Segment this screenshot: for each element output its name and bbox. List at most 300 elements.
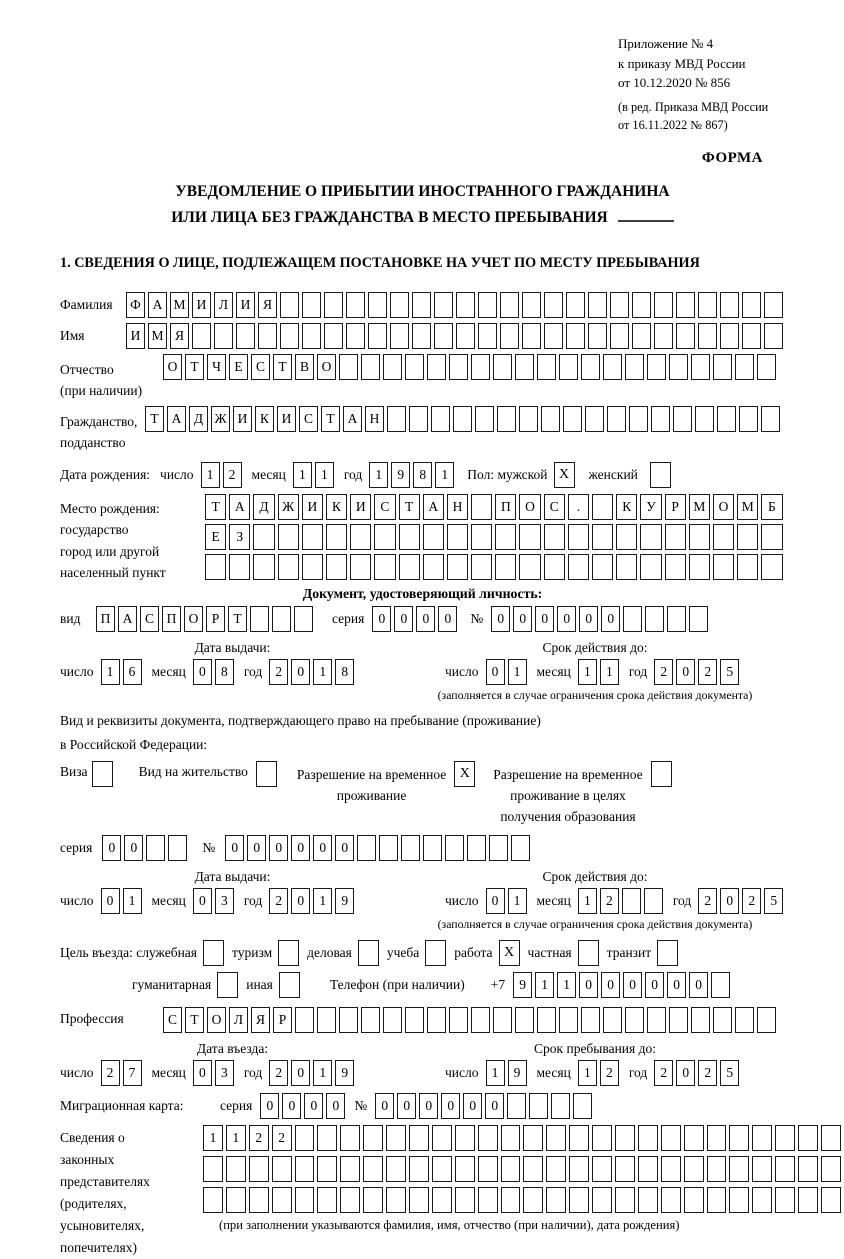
char-cell[interactable] (471, 554, 492, 580)
char-cell[interactable] (544, 554, 565, 580)
char-cell[interactable] (363, 1125, 383, 1151)
char-cell[interactable] (665, 524, 686, 550)
char-cell[interactable] (585, 406, 604, 432)
char-cell[interactable] (236, 323, 255, 349)
purpose-other-checkbox[interactable] (279, 972, 300, 998)
char-cell[interactable] (761, 524, 782, 550)
char-cell[interactable]: 8 (413, 462, 432, 488)
char-cell[interactable]: 2 (654, 659, 673, 685)
char-cell[interactable] (523, 1156, 543, 1182)
char-cell[interactable] (214, 323, 233, 349)
char-cell[interactable]: Т (399, 494, 420, 520)
char-cell[interactable] (729, 1125, 749, 1151)
char-cell[interactable]: 1 (557, 972, 576, 998)
char-cell[interactable] (501, 1187, 521, 1213)
char-cell[interactable]: 0 (291, 1060, 310, 1086)
char-cell[interactable] (735, 354, 754, 380)
char-cell[interactable] (409, 1187, 429, 1213)
char-cell[interactable]: 0 (667, 972, 686, 998)
char-cell[interactable]: 1 (101, 659, 120, 685)
char-cell[interactable] (339, 354, 358, 380)
char-cell[interactable]: В (295, 354, 314, 380)
char-cell[interactable] (707, 1187, 727, 1213)
char-cell[interactable] (588, 323, 607, 349)
char-cell[interactable] (445, 835, 464, 861)
char-cell[interactable]: С (544, 494, 565, 520)
char-cell[interactable] (737, 554, 758, 580)
char-cell[interactable] (493, 1007, 512, 1033)
char-cell[interactable] (684, 1156, 704, 1182)
char-cell[interactable] (453, 406, 472, 432)
char-cell[interactable]: 0 (326, 1093, 345, 1119)
char-cell[interactable]: 0 (247, 835, 266, 861)
char-cell[interactable]: 0 (535, 606, 554, 632)
char-cell[interactable] (495, 554, 516, 580)
char-cell[interactable] (467, 835, 486, 861)
char-cell[interactable]: И (192, 292, 211, 318)
char-cell[interactable]: 0 (416, 606, 435, 632)
char-cell[interactable] (669, 354, 688, 380)
char-cell[interactable] (278, 554, 299, 580)
char-cell[interactable] (455, 1187, 475, 1213)
char-cell[interactable]: 1 (315, 462, 334, 488)
char-cell[interactable]: Т (205, 494, 226, 520)
char-cell[interactable]: 2 (654, 1060, 673, 1086)
char-cell[interactable] (368, 323, 387, 349)
char-cell[interactable]: И (126, 323, 145, 349)
char-cell[interactable] (253, 524, 274, 550)
char-cell[interactable] (317, 1156, 337, 1182)
sex-male-checkbox[interactable]: X (554, 462, 575, 488)
char-cell[interactable]: 0 (676, 659, 695, 685)
char-cell[interactable] (757, 1007, 776, 1033)
char-cell[interactable]: Н (447, 494, 468, 520)
char-cell[interactable] (529, 1093, 548, 1119)
char-cell[interactable]: 1 (578, 659, 597, 685)
char-cell[interactable] (478, 323, 497, 349)
char-cell[interactable] (546, 1125, 566, 1151)
char-cell[interactable]: 0 (335, 835, 354, 861)
char-cell[interactable]: 0 (102, 835, 121, 861)
char-cell[interactable] (493, 354, 512, 380)
char-cell[interactable] (295, 1125, 315, 1151)
char-cell[interactable] (713, 554, 734, 580)
char-cell[interactable] (566, 292, 585, 318)
char-cell[interactable] (654, 323, 673, 349)
char-cell[interactable] (515, 354, 534, 380)
char-cell[interactable]: 2 (101, 1060, 120, 1086)
char-cell[interactable]: 0 (375, 1093, 394, 1119)
char-cell[interactable] (361, 354, 380, 380)
char-cell[interactable]: 0 (193, 888, 212, 914)
char-cell[interactable]: П (495, 494, 516, 520)
char-cell[interactable] (581, 1007, 600, 1033)
char-cell[interactable]: Д (253, 494, 274, 520)
char-cell[interactable] (295, 1156, 315, 1182)
char-cell[interactable]: 0 (485, 1093, 504, 1119)
char-cell[interactable] (541, 406, 560, 432)
char-cell[interactable]: М (689, 494, 710, 520)
char-cell[interactable] (302, 524, 323, 550)
char-cell[interactable] (278, 524, 299, 550)
char-cell[interactable] (717, 406, 736, 432)
char-cell[interactable]: М (148, 323, 167, 349)
char-cell[interactable]: 3 (215, 888, 234, 914)
char-cell[interactable]: 0 (269, 835, 288, 861)
char-cell[interactable]: 6 (123, 659, 142, 685)
char-cell[interactable]: 9 (508, 1060, 527, 1086)
char-cell[interactable]: М (170, 292, 189, 318)
char-cell[interactable] (761, 554, 782, 580)
char-cell[interactable] (412, 323, 431, 349)
visa-checkbox[interactable] (92, 761, 113, 787)
char-cell[interactable]: 0 (579, 606, 598, 632)
char-cell[interactable] (449, 1007, 468, 1033)
char-cell[interactable] (449, 354, 468, 380)
char-cell[interactable] (427, 1007, 446, 1033)
char-cell[interactable] (676, 292, 695, 318)
char-cell[interactable]: П (162, 606, 181, 632)
char-cell[interactable] (654, 292, 673, 318)
char-cell[interactable]: 0 (372, 606, 391, 632)
char-cell[interactable] (568, 524, 589, 550)
char-cell[interactable] (522, 323, 541, 349)
char-cell[interactable]: 1 (578, 1060, 597, 1086)
char-cell[interactable]: 5 (720, 1060, 739, 1086)
char-cell[interactable] (434, 292, 453, 318)
char-cell[interactable] (775, 1187, 795, 1213)
char-cell[interactable] (720, 292, 739, 318)
char-cell[interactable]: 2 (600, 1060, 619, 1086)
char-cell[interactable] (146, 835, 165, 861)
char-cell[interactable]: К (616, 494, 637, 520)
char-cell[interactable] (475, 406, 494, 432)
char-cell[interactable] (764, 323, 783, 349)
char-cell[interactable]: 3 (215, 1060, 234, 1086)
char-cell[interactable] (253, 554, 274, 580)
char-cell[interactable] (511, 835, 530, 861)
char-cell[interactable]: 0 (623, 972, 642, 998)
purpose-humanitarian-checkbox[interactable] (217, 972, 238, 998)
char-cell[interactable] (638, 1125, 658, 1151)
char-cell[interactable] (523, 1125, 543, 1151)
char-cell[interactable] (798, 1125, 818, 1151)
purpose-official-checkbox[interactable] (203, 940, 224, 966)
char-cell[interactable]: 2 (223, 462, 242, 488)
char-cell[interactable] (629, 406, 648, 432)
char-cell[interactable] (363, 1187, 383, 1213)
char-cell[interactable] (249, 1156, 269, 1182)
char-cell[interactable]: 2 (269, 1060, 288, 1086)
char-cell[interactable] (610, 323, 629, 349)
char-cell[interactable] (432, 1125, 452, 1151)
char-cell[interactable] (295, 1187, 315, 1213)
char-cell[interactable] (661, 1125, 681, 1151)
char-cell[interactable] (447, 524, 468, 550)
char-cell[interactable] (432, 1187, 452, 1213)
char-cell[interactable] (566, 323, 585, 349)
char-cell[interactable] (821, 1187, 841, 1213)
char-cell[interactable]: 1 (578, 888, 597, 914)
char-cell[interactable] (638, 1187, 658, 1213)
char-cell[interactable] (592, 1187, 612, 1213)
char-cell[interactable]: 0 (720, 888, 739, 914)
char-cell[interactable] (346, 292, 365, 318)
char-cell[interactable] (588, 292, 607, 318)
char-cell[interactable]: 1 (508, 888, 527, 914)
char-cell[interactable]: 1 (203, 1125, 223, 1151)
char-cell[interactable] (551, 1093, 570, 1119)
char-cell[interactable] (409, 1156, 429, 1182)
char-cell[interactable]: 0 (124, 835, 143, 861)
char-cell[interactable]: Л (229, 1007, 248, 1033)
char-cell[interactable]: И (233, 406, 252, 432)
char-cell[interactable] (752, 1125, 772, 1151)
char-cell[interactable] (302, 323, 321, 349)
char-cell[interactable] (431, 406, 450, 432)
char-cell[interactable] (698, 292, 717, 318)
temp-residence-education-checkbox[interactable] (651, 761, 672, 787)
char-cell[interactable] (205, 554, 226, 580)
char-cell[interactable] (622, 888, 641, 914)
char-cell[interactable]: О (163, 354, 182, 380)
char-cell[interactable] (471, 524, 492, 550)
char-cell[interactable] (665, 554, 686, 580)
char-cell[interactable]: 2 (698, 1060, 717, 1086)
char-cell[interactable] (691, 1007, 710, 1033)
char-cell[interactable]: 5 (764, 888, 783, 914)
char-cell[interactable]: 1 (369, 462, 388, 488)
char-cell[interactable] (720, 323, 739, 349)
char-cell[interactable]: С (140, 606, 159, 632)
char-cell[interactable] (569, 1156, 589, 1182)
char-cell[interactable] (640, 554, 661, 580)
char-cell[interactable] (507, 1093, 526, 1119)
char-cell[interactable]: 9 (513, 972, 532, 998)
char-cell[interactable] (280, 323, 299, 349)
char-cell[interactable]: А (229, 494, 250, 520)
char-cell[interactable]: А (423, 494, 444, 520)
char-cell[interactable]: 0 (676, 1060, 695, 1086)
char-cell[interactable] (729, 1187, 749, 1213)
char-cell[interactable]: 0 (513, 606, 532, 632)
char-cell[interactable] (647, 1007, 666, 1033)
char-cell[interactable] (713, 1007, 732, 1033)
char-cell[interactable]: 0 (579, 972, 598, 998)
char-cell[interactable]: 0 (397, 1093, 416, 1119)
char-cell[interactable]: И (236, 292, 255, 318)
char-cell[interactable] (673, 406, 692, 432)
char-cell[interactable]: Т (321, 406, 340, 432)
char-cell[interactable] (607, 406, 626, 432)
char-cell[interactable]: 1 (313, 1060, 332, 1086)
char-cell[interactable] (592, 1125, 612, 1151)
char-cell[interactable]: Т (185, 354, 204, 380)
char-cell[interactable]: 0 (557, 606, 576, 632)
char-cell[interactable] (250, 606, 269, 632)
char-cell[interactable] (302, 554, 323, 580)
char-cell[interactable] (386, 1187, 406, 1213)
char-cell[interactable] (423, 524, 444, 550)
char-cell[interactable] (698, 323, 717, 349)
char-cell[interactable]: 7 (123, 1060, 142, 1086)
char-cell[interactable]: Я (251, 1007, 270, 1033)
char-cell[interactable]: У (640, 494, 661, 520)
char-cell[interactable] (592, 494, 613, 520)
char-cell[interactable]: Р (206, 606, 225, 632)
char-cell[interactable] (798, 1187, 818, 1213)
char-cell[interactable] (423, 554, 444, 580)
char-cell[interactable] (427, 354, 446, 380)
char-cell[interactable] (546, 1156, 566, 1182)
char-cell[interactable] (713, 524, 734, 550)
char-cell[interactable] (616, 524, 637, 550)
char-cell[interactable]: 0 (313, 835, 332, 861)
char-cell[interactable] (386, 1156, 406, 1182)
char-cell[interactable] (168, 835, 187, 861)
char-cell[interactable]: Ж (211, 406, 230, 432)
purpose-business-checkbox[interactable] (358, 940, 379, 966)
char-cell[interactable]: 0 (193, 659, 212, 685)
char-cell[interactable] (735, 1007, 754, 1033)
char-cell[interactable]: Ж (278, 494, 299, 520)
char-cell[interactable] (669, 1007, 688, 1033)
char-cell[interactable] (603, 354, 622, 380)
temp-residence-checkbox[interactable]: X (454, 761, 475, 787)
char-cell[interactable] (401, 835, 420, 861)
char-cell[interactable]: 1 (201, 462, 220, 488)
char-cell[interactable]: 0 (689, 972, 708, 998)
char-cell[interactable]: Ф (126, 292, 145, 318)
char-cell[interactable] (471, 354, 490, 380)
char-cell[interactable] (544, 323, 563, 349)
char-cell[interactable]: 0 (225, 835, 244, 861)
char-cell[interactable] (324, 323, 343, 349)
sex-female-checkbox[interactable] (650, 462, 671, 488)
char-cell[interactable] (500, 292, 519, 318)
char-cell[interactable] (317, 1125, 337, 1151)
char-cell[interactable]: 0 (491, 606, 510, 632)
char-cell[interactable] (456, 292, 475, 318)
char-cell[interactable]: 2 (742, 888, 761, 914)
char-cell[interactable] (497, 406, 516, 432)
char-cell[interactable] (592, 554, 613, 580)
char-cell[interactable] (546, 1187, 566, 1213)
char-cell[interactable] (501, 1125, 521, 1151)
char-cell[interactable]: О (317, 354, 336, 380)
char-cell[interactable]: С (251, 354, 270, 380)
purpose-work-checkbox[interactable]: X (499, 940, 520, 966)
char-cell[interactable] (500, 323, 519, 349)
char-cell[interactable]: О (184, 606, 203, 632)
char-cell[interactable]: 1 (293, 462, 312, 488)
char-cell[interactable] (523, 1187, 543, 1213)
char-cell[interactable]: 1 (123, 888, 142, 914)
char-cell[interactable] (798, 1156, 818, 1182)
char-cell[interactable]: 8 (335, 659, 354, 685)
char-cell[interactable]: 1 (600, 659, 619, 685)
char-cell[interactable]: 0 (486, 888, 505, 914)
char-cell[interactable]: 0 (441, 1093, 460, 1119)
char-cell[interactable]: 0 (438, 606, 457, 632)
char-cell[interactable] (519, 554, 540, 580)
char-cell[interactable] (519, 524, 540, 550)
char-cell[interactable] (610, 292, 629, 318)
char-cell[interactable]: 0 (645, 972, 664, 998)
char-cell[interactable] (667, 606, 686, 632)
char-cell[interactable] (569, 1187, 589, 1213)
char-cell[interactable]: 1 (226, 1125, 246, 1151)
char-cell[interactable] (638, 1156, 658, 1182)
char-cell[interactable] (412, 292, 431, 318)
char-cell[interactable] (432, 1156, 452, 1182)
purpose-study-checkbox[interactable] (425, 940, 446, 966)
char-cell[interactable] (707, 1125, 727, 1151)
char-cell[interactable]: 2 (698, 659, 717, 685)
char-cell[interactable]: А (118, 606, 137, 632)
char-cell[interactable] (581, 354, 600, 380)
char-cell[interactable]: Н (365, 406, 384, 432)
char-cell[interactable] (563, 406, 582, 432)
char-cell[interactable]: О (519, 494, 540, 520)
char-cell[interactable] (405, 354, 424, 380)
char-cell[interactable]: О (207, 1007, 226, 1033)
char-cell[interactable]: 1 (313, 888, 332, 914)
char-cell[interactable]: 0 (486, 659, 505, 685)
char-cell[interactable] (399, 554, 420, 580)
char-cell[interactable] (711, 972, 730, 998)
char-cell[interactable]: Л (214, 292, 233, 318)
char-cell[interactable] (684, 1125, 704, 1151)
char-cell[interactable]: С (299, 406, 318, 432)
char-cell[interactable]: Д (189, 406, 208, 432)
char-cell[interactable] (383, 1007, 402, 1033)
char-cell[interactable]: И (277, 406, 296, 432)
char-cell[interactable] (409, 406, 428, 432)
char-cell[interactable] (821, 1156, 841, 1182)
char-cell[interactable] (374, 524, 395, 550)
char-cell[interactable] (676, 323, 695, 349)
char-cell[interactable] (592, 524, 613, 550)
char-cell[interactable] (544, 524, 565, 550)
char-cell[interactable] (357, 835, 376, 861)
char-cell[interactable]: Р (665, 494, 686, 520)
char-cell[interactable] (640, 524, 661, 550)
char-cell[interactable] (739, 406, 758, 432)
char-cell[interactable]: Б (761, 494, 782, 520)
char-cell[interactable] (295, 1007, 314, 1033)
char-cell[interactable]: 9 (335, 888, 354, 914)
char-cell[interactable] (707, 1156, 727, 1182)
char-cell[interactable]: 0 (601, 972, 620, 998)
char-cell[interactable] (752, 1187, 772, 1213)
char-cell[interactable]: С (163, 1007, 182, 1033)
char-cell[interactable] (684, 1187, 704, 1213)
char-cell[interactable] (522, 292, 541, 318)
char-cell[interactable] (568, 554, 589, 580)
char-cell[interactable] (280, 292, 299, 318)
char-cell[interactable] (495, 524, 516, 550)
char-cell[interactable] (340, 1156, 360, 1182)
char-cell[interactable] (258, 323, 277, 349)
char-cell[interactable] (317, 1187, 337, 1213)
char-cell[interactable] (615, 1187, 635, 1213)
char-cell[interactable] (272, 1187, 292, 1213)
char-cell[interactable] (713, 354, 732, 380)
char-cell[interactable] (387, 406, 406, 432)
char-cell[interactable] (383, 354, 402, 380)
char-cell[interactable] (478, 1125, 498, 1151)
